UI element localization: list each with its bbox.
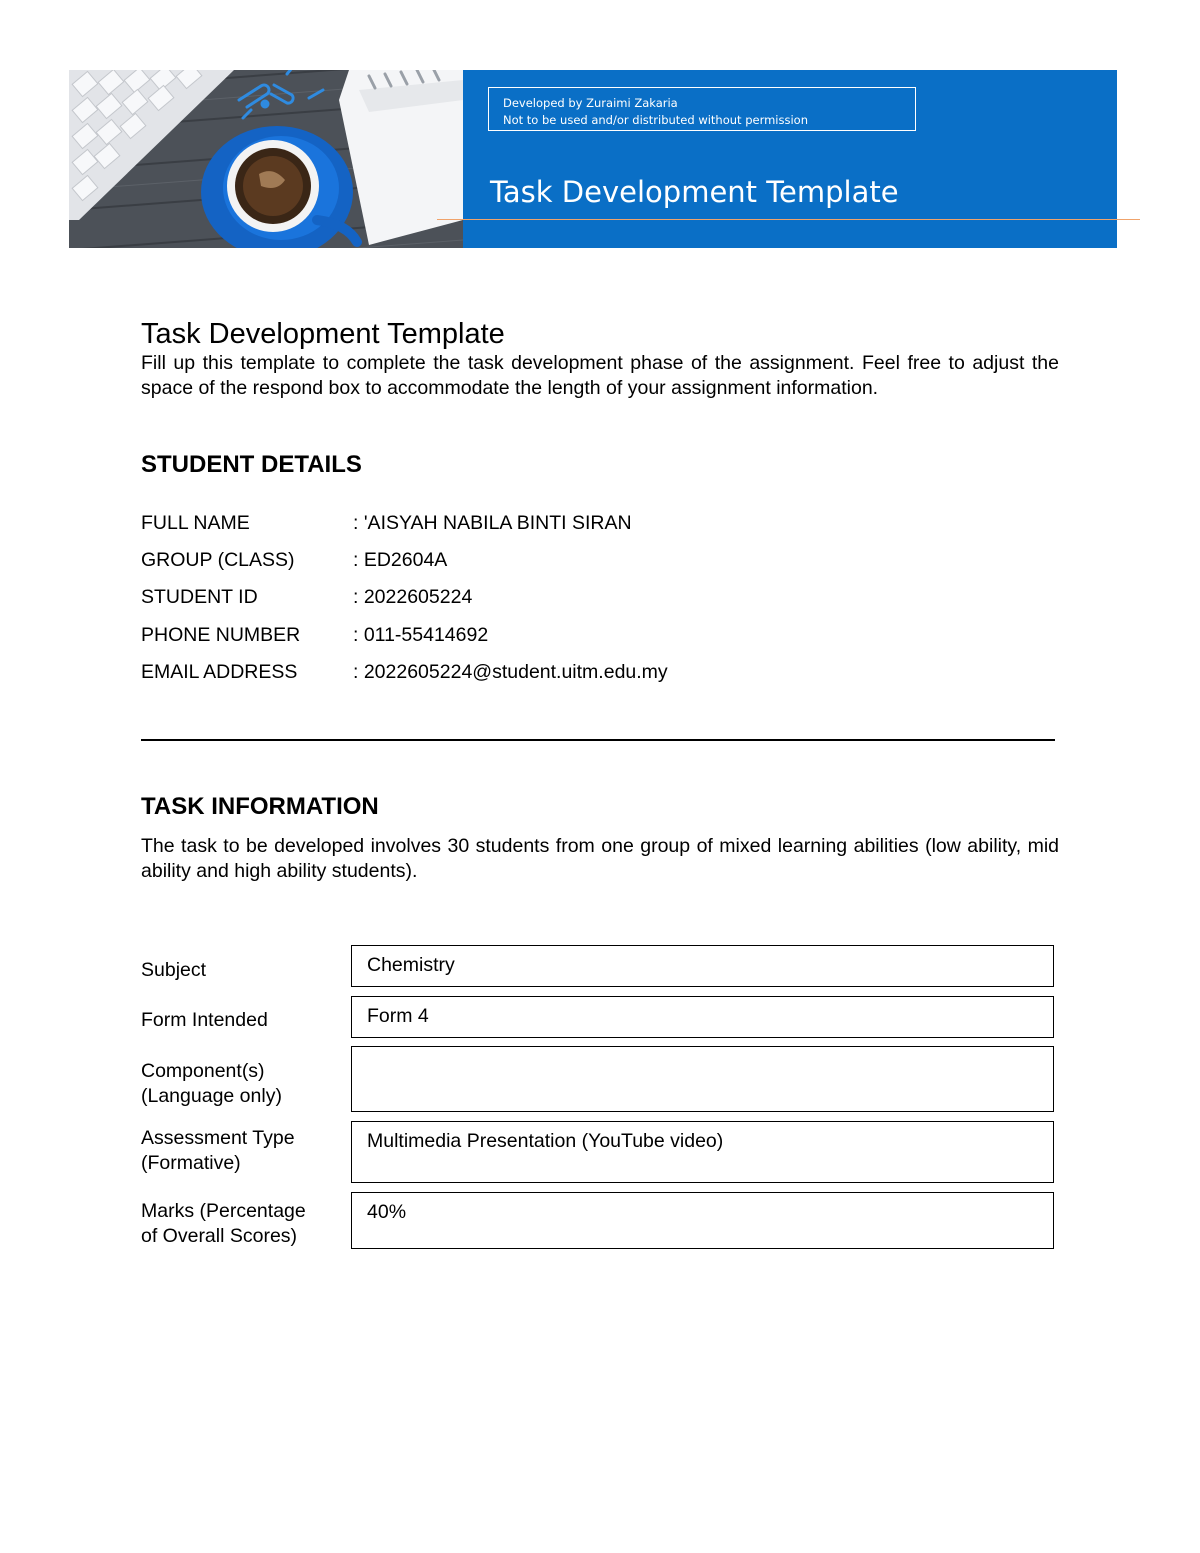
subject-field[interactable]: Chemistry [351,945,1054,987]
subject-label: Subject [141,959,207,981]
detail-row-full-name [141,505,1059,542]
detail-row-group [141,542,1059,579]
detail-value: : 2022605224 [353,586,473,609]
assessment-type-label [141,1126,346,1175]
credit-line-author: Developed by Zuraimi Zakaria [503,96,678,110]
student-details-heading: STUDENT DETAILS [141,451,362,478]
detail-value: : ED2604A [353,549,448,572]
detail-value: : 011-55414692 [353,623,489,646]
banner-photo [69,70,463,248]
intro-paragraph: Fill up this template to complete the task development phase of the assignment. Feel free to adjust the space of the respond box to accommodate the length of your assignment information. [141,352,1059,399]
student-details-list [141,505,1059,691]
components-label-line1: Component(s) [141,1060,265,1082]
detail-label: FULL NAME [141,512,250,535]
credit-line-permission: Not to be used and/or distributed without permission [503,113,809,127]
marks-field[interactable]: 40% [351,1192,1054,1249]
page-title: Task Development Template [141,318,505,350]
detail-row-email [141,654,1059,691]
detail-label: PHONE NUMBER [141,623,301,646]
section-divider [141,739,1055,741]
detail-label: GROUP (CLASS) [141,549,295,572]
marks-label-line2: of Overall Scores) [141,1224,298,1247]
components-field[interactable] [351,1046,1054,1112]
detail-value: : 2022605224@student.uitm.edu.my [353,660,668,683]
banner-title: Task Development Template [490,175,899,209]
task-intro-paragraph: The task to be developed involves 30 students from one group of mixed learning abilities (low ability, mid ability and high ability students). [141,835,1059,882]
detail-row-student-id [141,579,1059,616]
assessment-type-label-line1: Assessment Type [141,1127,295,1149]
form-intended-field[interactable]: Form 4 [351,996,1054,1038]
form-intended-label: Form Intended [141,1009,268,1031]
task-information-heading: TASK INFORMATION [141,793,379,820]
assessment-type-field[interactable]: Multimedia Presentation (YouTube video) [351,1121,1054,1183]
credit-box [488,87,916,131]
components-label-line2: (Language only) [141,1084,282,1107]
detail-label: EMAIL ADDRESS [141,660,298,683]
marks-label [141,1199,346,1248]
detail-row-phone [141,617,1059,654]
marks-label-line1: Marks (Percentage [141,1200,306,1222]
detail-value: : 'AISYAH NABILA BINTI SIRAN [353,512,632,535]
detail-label: STUDENT ID [141,586,258,609]
banner-accent-line [437,219,1140,220]
components-label [141,1059,346,1108]
assessment-type-label-line2: (Formative) [141,1151,241,1174]
